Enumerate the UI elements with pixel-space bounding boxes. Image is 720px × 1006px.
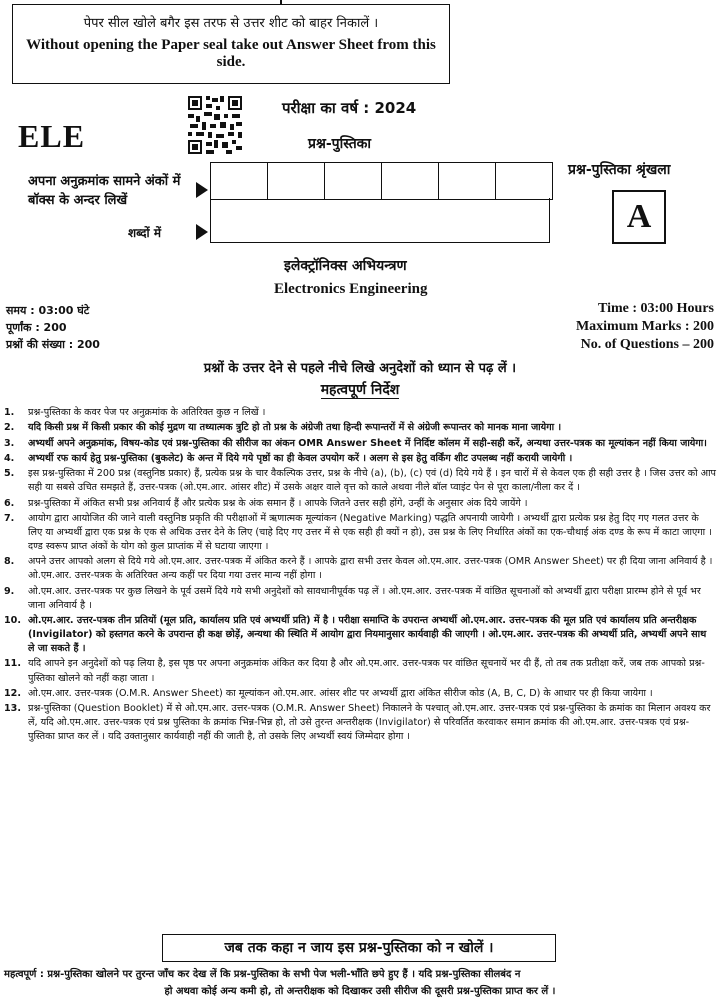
instruction-number: 11. [4,658,21,670]
seal-notice-box [12,4,450,84]
instruction-text: यदि किसी प्रश्न में किसी प्रकार की कोई मुद्रण या तथ्यात्मक त्रुटि हो तो प्रश्न के अंग्रेजी तथा हिन्दी रूपान्तरों में से अंग्रेजी रूपान्तर को मानक माना जायेगा । [28,422,562,434]
instruction-item [4,687,716,701]
final-important-note [4,966,716,1000]
instruction-item [4,702,716,744]
instruction-text: आयोग द्वारा आयोजित की जाने वाली वस्तुनिष्ठ प्रकृति की परीक्षाओं में ऋणात्मक मूल्यांकन (Negative Marking) पद्धति अपनायी जायेगी । अभ्यर्थी द्वारा प्रत्येक प्रश्न हेतु दिए गए गलत उत्तर के लिए या अभ्यर्थी द्वारा एक प्रश्न के एक से अधिक उत्तर देने के लिए (चाहे दिए गए उत्तर में से एक सही ही क्यों न हो), उस प्रश्न के लिए निर्धारित अंकों का एक-चौथाई अंक दण्ड के रूप में काटा जाएगा । दण्ड स्वरूप प्राप्त अंकों के योग को कुल प्राप्तांक में से घटाया जाएगा । [28,512,712,552]
instruction-item [4,406,716,420]
roll-digit-box[interactable] [211,163,268,199]
instruction-text: अपने उत्तर आपको अलग से दिये गये ओ.एम.आर. उत्तर-पत्रक में अंकित करने हैं । आपके द्वारा सभी उत्तर केवल ओ.एम.आर. उत्तर-पत्रक (OMR Answer Sheet) पर ही दिया जाना अनिवार्य है । ओ.एम.आर. उत्तर-पत्रक के अतिरिक्त अन्य कहीं पर दिया गया उत्तर मान्य नहीं होगा । [28,556,713,582]
instruction-number: 3. [4,437,15,449]
instruction-number: 8. [4,556,15,568]
final-note-line2: हो अथवा कोई अन्य कमी हो, तो अन्तरीक्षक को दिखाकर उसी सीरीज की दूसरी प्रश्न-पुस्तिका प्राप्त कर लें । [164,986,556,997]
roll-digit-box[interactable] [325,163,382,199]
final-note-line1: महत्वपूर्ण : प्रश्न-पुस्तिका खोलने पर तुरन्त जाँच कर देख लें कि प्रश्न-पुस्तिका के सभी पेज भली-भाँति छपे हुए हैं । यदि प्रश्न-पुस्तिका सीलबंद न [4,969,521,980]
read-instructions-notice: प्रश्नों के उत्तर देने से पहले नीचे लिखे अनुदेशों को ध्यान से पढ़ लें । [203,361,517,376]
exam-year: परीक्षा का वर्ष : 2024 [282,99,417,117]
arrow-right-icon [196,182,208,198]
important-heading-text: महत्वपूर्ण निर्देश [320,382,400,398]
instruction-item [4,467,716,495]
important-instructions-heading [0,380,720,399]
instruction-text: यदि आपने इन अनुदेशों को पढ़ लिया है, इस पृष्ठ पर अपना अनुक्रमांक अंकित कर दिया है और ओ.एम.आर. उत्तर-पत्रक पर वांछित सूचनायें भर दी हैं, तो तब तक प्रतीक्षा करें, जब तक आपको प्रश्न-पुस्तिका खोलने को नहीं कहा जाता । [28,658,705,684]
instruction-text: अभ्यर्थी अपने अनुक्रमांक, विषय-कोड एवं प्रश्न-पुस्तिका की सीरीज का अंकन OMR Answer Sheet में निर्दिष्ट कॉलम में सही-सही करें, अन्यथा उत्तर-पत्रक का मूल्यांकन नहीं किया जायेगा। [28,437,707,449]
instruction-text: प्रश्न-पुस्तिका में अंकित सभी प्रश्न अनिवार्य हैं और प्रत्येक प्रश्न के अंक समान हैं । आपके जितने उत्तर सही होंगे, उन्हीं के अनुसार अंक दिये जायेंगे । [28,497,528,509]
instruction-text: अभ्यर्थी रफ कार्य हेतु प्रश्न-पुस्तिका (बुकलेट) के अन्त में दिये गये पृष्ठों का ही केवल उपयोग करें । अलग से इस हेतु वर्किंग शीट उपलब्ध नहीं करायी जायेगी । [28,452,573,464]
roll-digit-box[interactable] [382,163,439,199]
time-hindi: समय : 03:00 घंटे [6,304,90,317]
roll-digit-box[interactable] [439,163,496,199]
booklet-title: प्रश्न-पुस्तिका [308,136,372,152]
instruction-number: 4. [4,452,15,464]
instruction-number: 5. [4,468,15,480]
seal-notice-english: Without opening the Paper seal take out Answer Sheet from this side. [26,37,436,70]
instruction-number: 10. [4,615,21,626]
instruction-number: 9. [4,585,15,597]
instruction-text: प्रश्न-पुस्तिका (Question Booklet) में से ओ.एम.आर. उत्तर-पत्रक (O.M.R. Answer Sheet) निकालने के पश्चात् ओ.एम.आर. उत्तर-पत्रक एवं प्रश्न-पुस्तिका के क्रमांक का मिलान अवश्य कर लें, यदि ओ.एम.आर. उत्तर-पत्रक एवं प्रश्न पुस्तिका के क्रमांक भिन्न-भिन्न हो, तो उसे तुरन्त अन्तरीक्षक (Invigilator) से परिवर्तित करवाकर समान क्रमांक की ओ.एम.आर. उत्तर-पत्रक एवं प्रश्न-पुस्तिका प्राप्त कर लें । यदि उक्तानुसार कार्यवाही नहीं की जाती है, तो उसके लिए अभ्यर्थी स्वयं जिम्मेदार होगा । [28,703,711,743]
series-value: A [612,190,666,244]
instruction-text: ओ.एम.आर. उत्तर-पत्रक पर कुछ लिखने के पूर्व उसमें दिये गये सभी अनुदेशों को सावधानीपूर्वक पढ़ लें । ओ.एम.आर. उत्तर-पत्रक में वांछित सूचनाओं को अभ्यर्थी द्वारा परीक्षा प्रारम्भ होने से पूर्व भर जाना अनिवार्य है । [28,585,701,611]
seal-notice-hindi: पेपर सील खोले बगैर इस तरफ से उत्तर शीट को बाहर निकालें । [83,16,379,31]
roll-number-words-box[interactable] [210,198,550,243]
instruction-item [4,555,716,583]
instruction-number: 2. [4,422,15,434]
roll-number-label-line1: अपना अनुक्रमांक सामने अंकों में [28,174,181,189]
subject-title-hindi: इलेक्ट्रॉनिक्स अभियन्त्रण [284,258,407,274]
words-label: शब्दों में [128,226,161,240]
roll-digit-box[interactable] [268,163,325,199]
instruction-number: 12. [4,687,21,699]
exam-meta-hindi [6,302,100,353]
roll-number-label-line2: बॉक्स के अन्दर लिखें [28,193,128,208]
instruction-text: इस प्रश्न-पुस्तिका में 200 प्रश्न (वस्तुनिष्ठ प्रकार) हैं, प्रत्येक प्रश्न के चार वैकल्पिक उत्तर, प्रश्न के नीचे (a), (b), (c) एवं (d) दिये गये हैं । इन चारों में से केवल एक ही सही उत्तर है । जिस उत्तर को आप सही या सबसे उचित समझते हैं, उत्तर-पत्रक (ओ.एम.आर. आंसर शीट) में उसके अक्षर वाले वृत्त को काले अथवा नीले बॉल प्वाइंट पेन से पूरा काला/नीला कर दें । [28,468,716,494]
roll-digit-box[interactable] [496,163,552,199]
do-not-open-notice: जब तक कहा न जाय इस प्रश्न-पुस्तिका को न खोलें । [162,934,556,962]
qr-code-icon [188,96,242,154]
instruction-item [4,497,716,511]
instruction-number: 13. [4,703,21,715]
subject-title-english: Electronics Engineering [274,281,428,297]
instruction-item [4,657,716,685]
instructions-list [4,406,716,746]
marks-hindi: पूर्णांक : 200 [6,321,67,334]
instruction-item [4,585,716,613]
series-label: प्रश्न-पुस्तिका श्रृंखला [568,162,671,178]
questions-english: No. of Questions – 200 [580,337,714,352]
instruction-item [4,452,716,466]
instruction-text: ओ.एम.आर. उत्तर-पत्रक (O.M.R. Answer Sheet) का मूल्यांकन ओ.एम.आर. आंसर शीट पर अभ्यर्थी द्वारा अंकित सीरीज कोड (A, B, C, D) के आधार पर ही किया जायेगा । [28,687,653,699]
questions-hindi: प्रश्नों की संख्या : 200 [6,338,100,351]
instruction-number: 7. [4,512,15,524]
instruction-number: 1. [4,407,15,418]
arrow-right-icon [196,224,208,240]
roll-number-digit-boxes [210,162,553,200]
instruction-item [4,437,716,451]
time-english: Time : 03:00 Hours [597,301,714,316]
instruction-item [4,512,716,554]
instruction-item [4,421,716,435]
instruction-text: प्रश्न-पुस्तिका के कवर पेज पर अनुक्रमांक के अतिरिक्त कुछ न लिखें । [28,407,266,418]
roll-number-label [28,172,180,210]
instruction-number: 6. [4,497,15,509]
exam-meta-english [576,300,714,354]
instruction-item [4,614,716,656]
subject-code: ELE [18,118,86,154]
marks-english: Maximum Marks : 200 [575,319,714,334]
instruction-text: ओ.एम.आर. उत्तर-पत्रक तीन प्रतियों (मूल प्रति, कार्यालय प्रति एवं अभ्यर्थी प्रति) में है । परीक्षा समाप्ति के उपरान्त अभ्यर्थी ओ.एम.आर. उत्तर-पत्रक की मूल प्रति एवं कार्यालय प्रति अन्तरीक्षक (Invigilator) को हस्तगत करने के उपरान्त ही कक्ष छोड़ें, अन्यथा की स्थिति में आयोग द्वारा नियमानुसार कार्यवाही की जाएगी । ओ.एम.आर. उत्तर-पत्रक की अभ्यर्थी प्रति, अभ्यर्थी अपने साथ ले जा सकते हैं । [28,615,707,655]
